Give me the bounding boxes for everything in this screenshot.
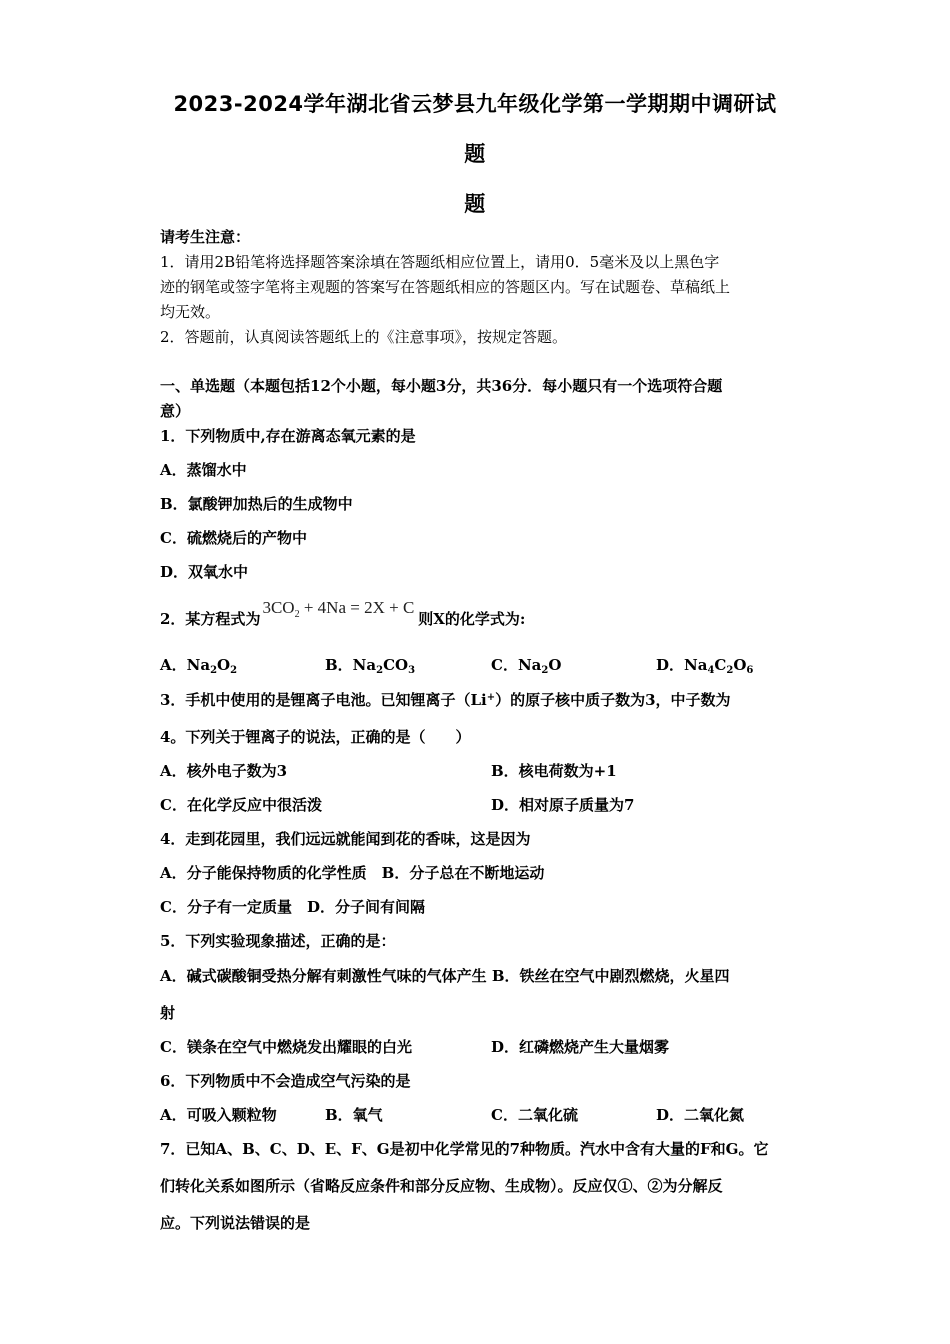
q3-stem-prefix: 3．手机中使用的是锂离子电池。已知锂离子（Li (160, 691, 487, 709)
q2-stem-suffix: 则X的化学式为: (418, 610, 526, 628)
q2-d-sub-3: 6 (746, 665, 754, 676)
q2-b-text: B．Na (325, 656, 377, 674)
q2-option-c (491, 655, 561, 675)
notice-heading: 请考生注意： (160, 228, 251, 246)
q7-stem-line-3: 应。下列说法错误的是 (160, 1214, 311, 1232)
q2-a-text-2: O (217, 656, 231, 674)
q3-stem-superscript: + (486, 692, 496, 703)
q3-option-c: C．在化学反应中很活泼 (160, 796, 322, 814)
exam-title-line-2: 题 (464, 142, 486, 166)
q2-d-text-3: O (733, 656, 747, 674)
q1-stem: 1．下列物质中,存在游离态氧元素的是 (160, 427, 416, 445)
q1-option-b: B．氯酸钾加热后的生成物中 (160, 495, 353, 513)
q3-stem-line-2: 4。下列关于锂离子的说法，正确的是（ ） (160, 728, 471, 746)
exam-title-line-1: 2023-2024学年湖北省云梦县九年级化学第一学期期中调研试 (173, 92, 777, 116)
q2-b-text-2: CO (383, 656, 409, 674)
notice-item-2: 2．答题前，认真阅读答题纸上的《注意事项》，按规定答题。 (160, 328, 568, 346)
q7-stem-line-1: 7．已知A、B、C、D、E、F、G是初中化学常见的7种物质。汽水中含有大量的F和G。它 (160, 1140, 769, 1158)
q2-a-sub-1: 2 (210, 665, 218, 676)
notice-item-1-line-2: 迹的钢笔或签字笔将主观题的答案写在答题纸相应的答题区内。写在试题卷、草稿纸上 (160, 278, 731, 296)
q2-equation-part-2: + 4Na = 2X + C (299, 598, 415, 617)
q4-options-cd: C．分子有一定质量 D．分子间有间隔 (160, 898, 425, 916)
q1-option-a: A．蒸馏水中 (160, 461, 247, 479)
q4-options-ab: A．分子能保持物质的化学性质 B．分子总在不断地运动 (160, 864, 545, 882)
q6-option-d: D．二氧化氮 (656, 1106, 745, 1124)
q6-option-c: C．二氧化硫 (491, 1106, 578, 1124)
q3-stem-line-1 (160, 690, 796, 710)
q5-option-c: C．镁条在空气中燃烧发出耀眼的白光 (160, 1038, 412, 1056)
q6-stem: 6．下列物质中不会造成空气污染的是 (160, 1072, 411, 1090)
q2-d-text-2: C (714, 656, 727, 674)
section-heading-line-2: 意） (160, 402, 191, 420)
q2-c-text: C．Na (491, 656, 542, 674)
q2-b-sub-2: 3 (408, 665, 416, 676)
q2-stem-prefix: 2．某方程式为 (160, 610, 261, 628)
q2-option-d (656, 655, 753, 675)
q2-equation-subscript: 2 (294, 609, 300, 620)
notice-item-1-line-1: 1．请用2B铅笔将选择题答案涂填在答题纸相应位置上，请用0．5毫米及以上黑色字 (160, 253, 720, 271)
q2-option-a (160, 655, 237, 675)
q1-option-c: C．硫燃烧后的产物中 (160, 529, 307, 547)
q2-b-sub-1: 2 (376, 665, 384, 676)
q3-stem-suffix: ）的原子核中质子数为3，中子数为 (495, 691, 731, 709)
q2-option-b (325, 655, 415, 675)
q2-d-text: D．Na (656, 656, 708, 674)
q2-equation-part-1: 3CO (262, 598, 295, 617)
q2-equation (262, 598, 414, 618)
q5-option-d: D．红磷燃烧产生大量烟雾 (491, 1038, 670, 1056)
exam-title-line-3: 题 (464, 192, 486, 216)
q5-options-ab-line-2: 射 (160, 1004, 176, 1022)
q2-c-text-2: O (548, 656, 562, 674)
q7-stem-line-2: 们转化关系如图所示（省略反应条件和部分反应物、生成物）。反应仅①、②为分解反 (160, 1177, 723, 1195)
q2-a-text: A．Na (160, 656, 211, 674)
q4-stem: 4．走到花园里，我们远远就能闻到花的香味，这是因为 (160, 830, 531, 848)
q6-option-b: B．氧气 (325, 1106, 383, 1124)
q2-d-sub-2: 2 (726, 665, 734, 676)
q5-options-ab-line-1: A．碱式碳酸铜受热分解有刺激性气味的气体产生 B．铁丝在空气中剧烈燃烧，火星四 (160, 967, 730, 985)
notice-item-1-line-3: 均无效。 (160, 303, 221, 321)
q2-stem (160, 598, 796, 629)
q2-a-sub-2: 2 (230, 665, 238, 676)
q3-option-d: D．相对原子质量为7 (491, 796, 635, 814)
q1-option-d: D．双氧水中 (160, 563, 249, 581)
q6-option-a: A．可吸入颗粒物 (160, 1106, 277, 1124)
q2-c-sub-1: 2 (541, 665, 549, 676)
q2-d-sub-1: 4 (707, 665, 715, 676)
q3-option-b: B．核电荷数为+1 (491, 762, 617, 780)
q5-stem: 5．下列实验现象描述，正确的是： (160, 932, 396, 950)
section-heading-line-1: 一、单选题（本题包括12个小题，每小题3分，共36分．每小题只有一个选项符合题 (160, 377, 723, 395)
q3-option-a: A．核外电子数为3 (160, 762, 288, 780)
